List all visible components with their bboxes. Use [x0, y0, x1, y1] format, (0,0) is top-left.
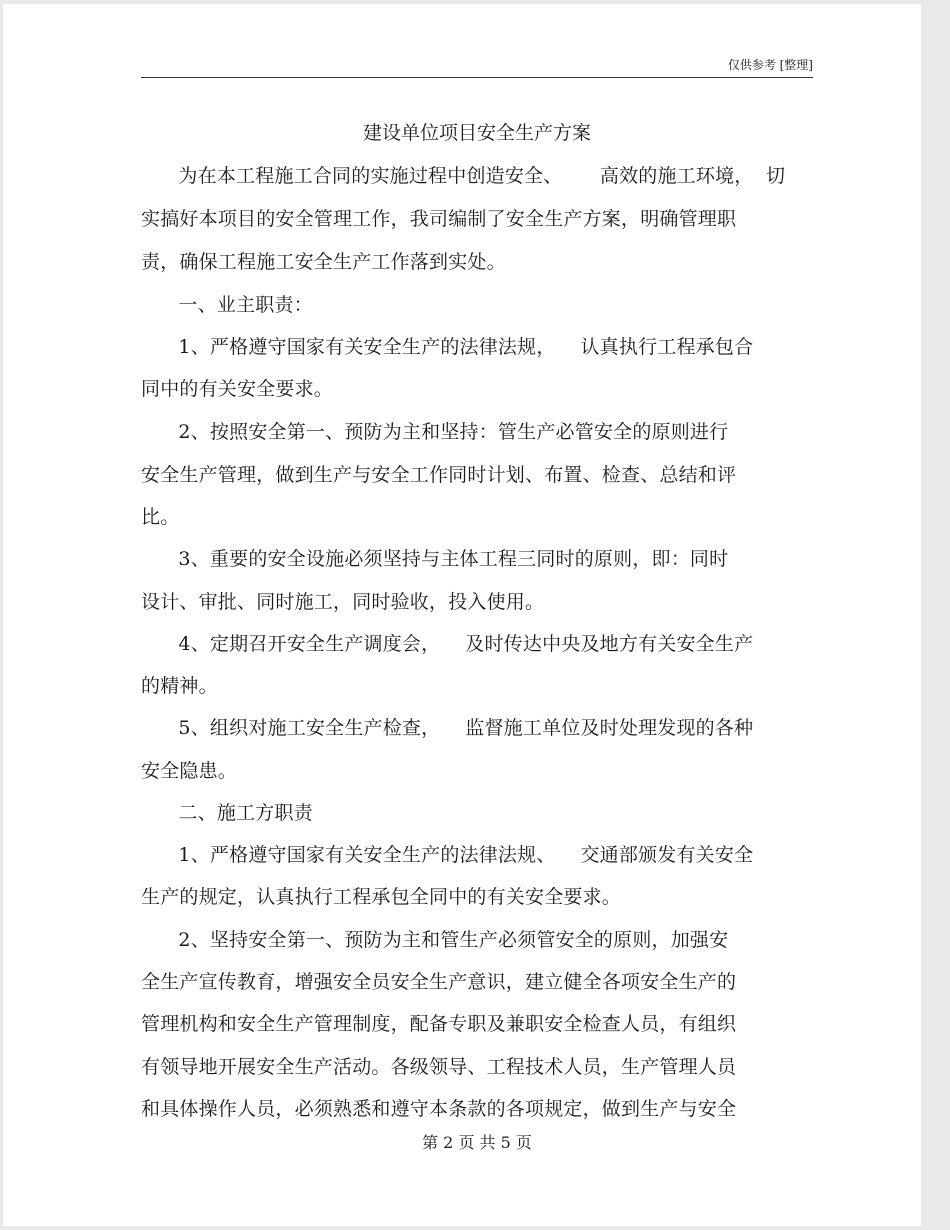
body-line: 2、按照安全第一、预防为主和坚持：管生产必管安全的原则进行	[141, 421, 729, 443]
page-number: 第 2 页 共 5 页	[422, 1133, 532, 1152]
body-line: 3、重要的安全设施必须坚持与主体工程三同时的原则，即：同时	[141, 548, 729, 570]
body-line: 管理机构和安全生产管理制度，配备专职及兼职安全检查人员，有组织	[141, 1013, 737, 1035]
body-line: 有领导地开展安全生产活动。各级领导、工程技术人员，生产管理人员	[141, 1056, 737, 1078]
body-line: 安全隐患。	[141, 760, 238, 782]
body-line: 同中的有关安全要求。	[141, 378, 334, 400]
document-title: 建设单位项目安全生产方案	[362, 122, 591, 144]
body-line: 5、组织对施工安全生产检查， 监督施工单位及时处理发现的各种	[141, 717, 754, 739]
body-line: 设计、审批、同时施工，同时验收，投入使用。	[141, 591, 545, 613]
body-line: 为在本工程施工合同的实施过程中创造安全、 高效的施工环境， 切	[141, 165, 786, 187]
body-line: 责，确保工程施工安全生产工作落到实处。	[141, 251, 506, 273]
section-heading: 二、施工方职责	[141, 802, 313, 824]
body-line: 和具体操作人员，必须熟悉和遵守本条款的各项规定，做到生产与安全	[141, 1098, 737, 1120]
body-line: 的精神。	[141, 675, 218, 697]
body-line: 实搞好本项目的安全管理工作，我司编制了安全生产方案，明确管理职	[141, 208, 737, 230]
body-line: 2、坚持安全第一、预防为主和管生产必须管安全的原则，加强安	[141, 929, 729, 951]
body-line: 4、定期召开安全生产调度会， 及时传达中央及地方有关安全生产	[141, 633, 754, 655]
body-line: 1、严格遵守国家有关安全生产的法律法规、 交通部颁发有关安全	[141, 844, 754, 866]
body-line: 比。	[141, 506, 180, 528]
section-heading: 一、业主职责：	[141, 294, 313, 316]
body-line: 安全生产管理，做到生产与安全工作同时计划、布置、检查、总结和评	[141, 464, 737, 486]
header-rule	[141, 77, 813, 78]
body-line: 全生产宣传教育，增强安全员安全生产意识，建立健全各项安全生产的	[141, 971, 737, 993]
header-note: 仅供参考 [整理]	[727, 58, 813, 72]
body-line: 1、严格遵守国家有关安全生产的法律法规， 认真执行工程承包合	[141, 336, 754, 358]
body-line: 生产的规定，认真执行工程承包全同中的有关安全要求。	[141, 886, 622, 908]
document-page	[3, 4, 921, 1226]
